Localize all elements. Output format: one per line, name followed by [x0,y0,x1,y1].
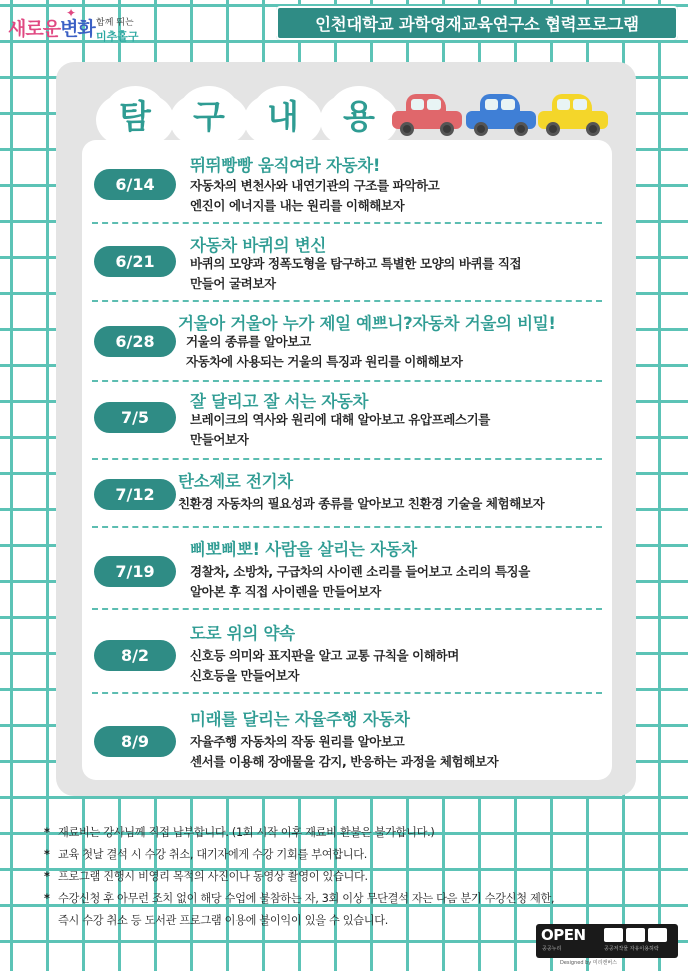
item-title: 탄소제로 전기차 [178,472,293,491]
date-pill: 7/12 [94,479,176,510]
header-banner: 인천대학교 과학영재교육연구소 협력프로그램 [276,6,678,40]
item-desc: 브레이크의 역사와 원리에 대해 알아보고 유압프레스기를 [190,412,490,427]
title-char: 용 [328,86,390,142]
car-illustrations [392,90,610,142]
divider [92,300,602,302]
title-char: 내 [252,86,314,142]
date-pill: 6/21 [94,246,176,277]
item-desc: 만들어보자 [190,432,249,447]
item-desc: 자동차의 변천사와 내연기관의 구조를 파악하고 [190,178,440,193]
item-desc: 신호등을 만들어보자 [190,668,300,683]
schedule-item [82,466,612,538]
logo-tagline: 함께 뛰는 [96,18,134,28]
open-label: OPEN [541,926,586,944]
section-title [96,86,396,138]
title-char: 구 [178,86,240,142]
item-desc: 거울의 종류를 알아보고 [186,334,311,349]
item-title: 자동차 바퀴의 변신 [190,236,327,255]
logo-district: 미추홀구 [96,30,139,43]
item-title: 뛰뛰빵빵 움직여라 자동차! [190,156,381,175]
logo-main: 새로운변화 [8,18,95,40]
date-pill: 8/2 [94,640,176,671]
item-title: 도로 위의 약속 [190,624,295,643]
star-icon: ✦ [66,6,77,20]
schedule-item [82,150,612,230]
item-desc: 바퀴의 모양과 정폭도형을 탐구하고 특별한 모양의 바퀴를 직접 [190,256,522,271]
yellow-car-icon [538,94,608,140]
note-line: 즉시 수강 취소 등 도서관 프로그램 이용에 불이익이 있을 수 있습니다. [58,914,389,927]
open-sub-right: 공공저작물 자유이용허락 [604,946,659,952]
divider [92,380,602,382]
divider [92,222,602,224]
divider [92,692,602,694]
item-title: 미래를 달리는 자율주행 자동차 [190,710,410,729]
nocommercial-icon [626,928,645,942]
item-desc: 자율주행 자동차의 작동 원리를 알아보고 [190,734,405,749]
schedule-item [82,620,612,700]
noderivative-icon [648,928,667,942]
date-pill: 7/19 [94,556,176,587]
item-title: 거울아 거울아 누가 제일 예쁘니?자동차 거울의 비밀! [178,314,556,333]
item-desc: 엔진이 에너지를 내는 원리를 이해해보자 [190,198,405,213]
open-license-badge [536,924,678,958]
item-desc: 친환경 자동차의 필요성과 종류를 알아보고 친환경 기술을 체험해보자 [178,496,545,511]
title-char: 탐 [104,86,166,142]
divider [92,526,602,528]
note-line: * 수강신청 후 아무런 조치 없이 해당 수업에 불참하는 자, 3회 이상 무단결석 자는 다음 분기 수강신청 제한, [44,892,555,905]
red-car-icon [392,94,462,140]
date-pill: 7/5 [94,402,176,433]
item-desc: 경찰차, 소방차, 구급차의 사이렌 소리를 들어보고 소리의 특징을 [190,564,530,579]
item-desc: 신호등 의미와 표지판을 알고 교통 규칙을 이해하며 [190,648,459,663]
note-line: * 교육 첫날 결석 시 수강 취소, 대기자에게 수강 기회를 부여합니다. [44,848,368,861]
schedule-item [82,536,612,616]
date-pill: 6/14 [94,169,176,200]
schedule-item [82,706,612,782]
logo [8,6,148,52]
person-icon [604,928,623,942]
schedule-item [82,388,612,468]
open-sub-left: 공공누리 [542,946,562,952]
item-title: 잘 달리고 잘 서는 자동차 [190,392,369,411]
schedule-item [82,310,612,390]
designer-credit: Designed by 미리캔버스 [560,960,617,966]
blue-car-icon [466,94,536,140]
schedule-item [82,232,612,312]
note-line: * 프로그램 진행시 비영리 목적의 사진이나 동영상 촬영이 있습니다. [44,870,368,883]
item-desc: 자동차에 사용되는 거울의 특징과 원리를 이해해보자 [186,354,463,369]
item-desc: 알아본 후 직접 사이렌을 만들어보자 [190,584,381,599]
item-desc: 만들어 굴려보자 [190,276,276,291]
item-desc: 센서를 이용해 장애물을 감지, 반응하는 과정을 체험해보자 [190,754,499,769]
note-line: * 재료비는 강사님께 직접 납부합니다. (1회 시작 이후 재료비 환불은 불가합니다.) [44,826,435,839]
divider [92,458,602,460]
date-pill: 8/9 [94,726,176,757]
item-title: 삐뽀삐뽀! 사람을 살리는 자동차 [190,540,417,559]
divider [92,608,602,610]
license-icons [604,928,667,942]
notes-list [44,822,684,932]
date-pill: 6/28 [94,326,176,357]
